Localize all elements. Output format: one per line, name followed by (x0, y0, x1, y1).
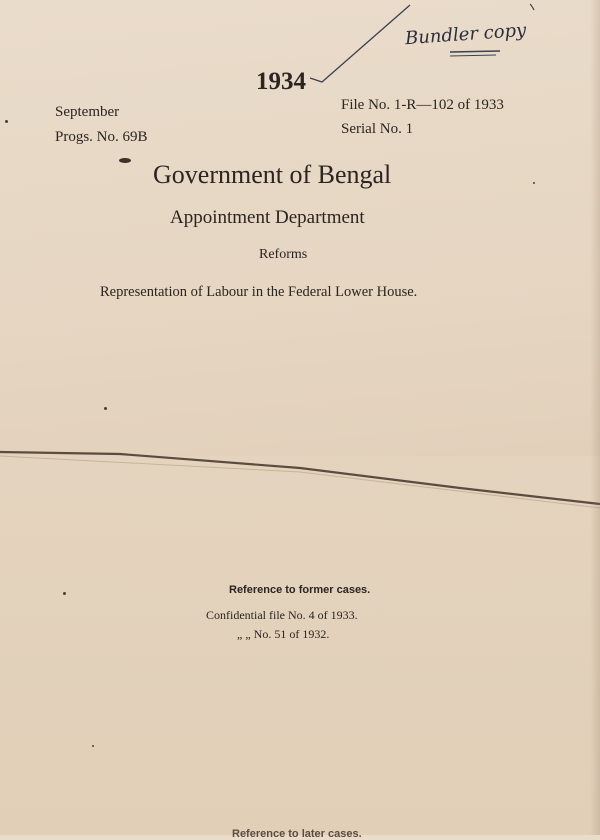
references-heading: Reference to former cases. (229, 584, 371, 596)
file-number: File No. 1-R—102 of 1933 (341, 97, 504, 113)
paper-speck (63, 592, 66, 595)
month: September (55, 104, 120, 120)
government-title: Government of Bengal (153, 160, 392, 189)
year: 1934 (256, 68, 306, 95)
page-edge-shadow (590, 0, 600, 835)
ink-dot (119, 158, 131, 163)
paper-speck (5, 120, 8, 123)
department-title: Appointment Department (170, 207, 365, 228)
paper-speck (533, 182, 535, 184)
progs-number: Progs. No. 69B (55, 129, 148, 145)
handwritten-note: Bundler copy (404, 19, 527, 50)
section-heading: Reforms (259, 247, 308, 262)
reference-line-1: Confidential file No. 4 of 1933. (206, 608, 358, 622)
later-cases-heading: Reference to later cases. (232, 828, 362, 840)
fold-crease (0, 440, 600, 520)
paper-speck (92, 745, 94, 747)
pen-stroke (300, 0, 600, 100)
serial-number: Serial No. 1 (341, 121, 414, 137)
subject-line: Representation of Labour in the Federal Lower House. (100, 284, 418, 300)
reference-line-2: „ „ No. 51 of 1932. (237, 627, 330, 641)
paper-speck (104, 407, 107, 410)
